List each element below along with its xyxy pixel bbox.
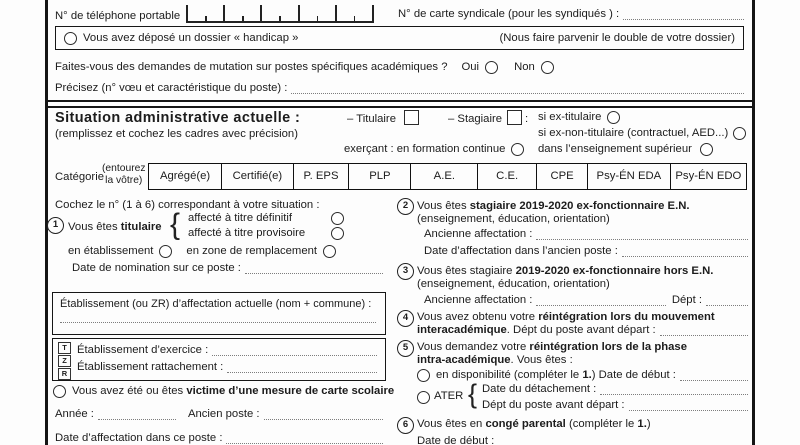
handicap-note: (Nous faire parvenir le double de votre dossier): [499, 31, 735, 44]
ex-titulaire-label: si ex-titulaire: [538, 111, 602, 123]
item2-sub: (enseignement, éducation, orientation): [417, 213, 610, 225]
category-table: [148, 163, 747, 190]
item6-date-label: Date de début :: [417, 435, 495, 445]
tzr-rattachement-row: [77, 361, 379, 374]
tzr-exercice-label: Établissement d’exercice :: [77, 344, 209, 356]
item1-option2-row: [188, 227, 344, 240]
category-cell-psyen-edo[interactable]: Psy-ÉN EDO: [675, 170, 742, 182]
stagiaire-colon: :: [525, 113, 529, 125]
phone-digit-cell[interactable]: [280, 5, 300, 21]
no-radio[interactable]: [541, 61, 554, 74]
item5-dispo-radio[interactable]: [417, 369, 430, 382]
specific-posts-question: Faites-vous des demandes de mutation sur postes spécifiques académiques ?: [55, 61, 448, 73]
item1-etablissement-label: en établissement: [68, 245, 154, 257]
ancien-poste-label: Ancien poste :: [187, 408, 260, 420]
category-cell-agrege[interactable]: Agrégé(e): [149, 164, 222, 189]
annee-label: Année :: [55, 408, 94, 420]
handicap-radio[interactable]: [64, 32, 77, 45]
item5-dispo-date-input[interactable]: [680, 370, 748, 381]
item1-date-input[interactable]: [245, 263, 383, 274]
phone-digit-cell[interactable]: [225, 5, 243, 21]
item3-number[interactable]: 3: [397, 263, 414, 280]
etablissement-box: [52, 292, 386, 335]
category-hint: [102, 163, 146, 186]
annee-row: [55, 408, 385, 421]
situation-instruction: Cochez le n° (1 à 6) correspondant à votre situation :: [55, 199, 320, 211]
item5-dispo-row: [417, 369, 750, 382]
item2-date-input[interactable]: [622, 246, 748, 257]
specific-posts-row: [55, 61, 554, 74]
item1-date-label: Date de nomination sur ce poste :: [72, 262, 241, 274]
yes-label: Oui: [461, 61, 480, 73]
carte-scolaire-row: [53, 385, 394, 398]
precise-input[interactable]: [291, 83, 744, 94]
item5-dispo-label: en disponibilité (compléter le 1.) Date de début :: [436, 369, 676, 381]
handicap-box: [55, 26, 744, 50]
formation-continue-row: [344, 143, 524, 156]
category-hint-line1: (entourez: [102, 163, 146, 174]
item1-option2-radio[interactable]: [331, 227, 344, 240]
item5-ater-detachement-label: Date du détachement :: [482, 383, 597, 395]
titulaire-checkbox[interactable]: [404, 110, 419, 125]
category-cell-plp[interactable]: PLP: [349, 164, 411, 189]
item5-ater-detachement-input[interactable]: [600, 384, 748, 395]
phone-digit-cell[interactable]: [243, 5, 263, 21]
date-affectation-input[interactable]: [226, 433, 383, 444]
phone-digit-cell[interactable]: [188, 5, 206, 21]
annee-input[interactable]: [98, 409, 176, 420]
item4-label-line1: Vous avez obtenu votre réintégration lors du mouvement: [417, 311, 715, 323]
category-cell-cpe[interactable]: CPE: [537, 164, 588, 189]
category-cell-ae[interactable]: A.E.: [411, 164, 478, 189]
no-label: Non: [514, 61, 535, 73]
item2-label: Vous êtes stagiaire 2019-2020 ex-fonctionnaire E.N.: [417, 200, 690, 212]
item1-brace: {: [170, 208, 181, 241]
ancien-poste-input[interactable]: [264, 409, 383, 420]
item6-number[interactable]: 6: [397, 417, 414, 434]
item6-label: Vous êtes en congé parental (compléter le 1.): [417, 418, 651, 430]
item1-label: Vous êtes titulaire: [68, 221, 162, 233]
item2-affectation-input[interactable]: [536, 229, 748, 240]
item6-date-row: [417, 435, 577, 445]
enseignement-superieur-row: [538, 143, 713, 156]
item2-date-row: [424, 245, 750, 258]
item1-date-row: [72, 262, 385, 275]
item3-affectation-input[interactable]: [536, 295, 665, 306]
item4-dept-input[interactable]: [660, 325, 748, 336]
item1-option1-row: [188, 212, 344, 225]
stagiaire-checkbox[interactable]: [507, 110, 522, 125]
phone-digit-cell[interactable]: [262, 5, 280, 21]
carte-scolaire-label: Vous avez été ou êtes victime d’une mesure de carte scolaire: [72, 385, 395, 397]
item1-location-row: [68, 245, 336, 258]
item5-ater-dept-input[interactable]: [629, 400, 748, 411]
ex-non-titulaire-radio[interactable]: [733, 127, 746, 140]
precise-row: [55, 82, 746, 95]
item4-number[interactable]: 4: [397, 310, 414, 327]
phone-digit-cell[interactable]: [206, 5, 226, 21]
phone-digit-cell[interactable]: [300, 5, 318, 21]
titulaire-label: – Titulaire: [347, 113, 396, 125]
tzr-box: [52, 338, 386, 381]
item1-option1-label: affecté à titre définitif: [188, 212, 293, 224]
tzr-rattachement-input[interactable]: [227, 362, 377, 373]
category-label: Catégorie: [55, 171, 104, 183]
section-divider-bottom: [45, 106, 755, 108]
enseignement-superieur-radio[interactable]: [700, 143, 713, 156]
item5-number[interactable]: 5: [397, 340, 414, 357]
ex-non-titulaire-row: [538, 127, 746, 140]
tzr-letter-r: R: [58, 368, 71, 380]
phone-digit-cell[interactable]: [337, 5, 355, 21]
tzr-letter-z: Z: [58, 355, 71, 367]
etablissement-input[interactable]: [60, 312, 376, 323]
yes-radio[interactable]: [485, 61, 498, 74]
category-cell-peps[interactable]: P. EPS: [294, 164, 350, 189]
item4-label-line2: interacadémique . Dépt du poste avant départ :: [417, 324, 750, 337]
item1-number[interactable]: 1: [47, 217, 64, 234]
section-divider-top: [45, 100, 755, 102]
union-card-row: [398, 8, 746, 21]
item3-dept-label: Dépt :: [671, 294, 702, 306]
item1-option2-label: affecté à titre provisoire: [188, 227, 306, 239]
item5-ater-label: ATER: [434, 390, 464, 402]
category-cell-certifie[interactable]: Certifié(e): [222, 164, 294, 189]
tzr-exercice-row: [77, 344, 379, 357]
item5-ater-dept-label: Dépt du poste avant départ :: [482, 399, 625, 411]
phone-digit-cell[interactable]: [317, 5, 337, 21]
item3-affectation-label: Ancienne affectation :: [424, 294, 533, 306]
stagiaire-label: – Stagiaire: [448, 113, 503, 125]
item6-date-input[interactable]: [498, 436, 560, 445]
item1-zone-label: en zone de remplacement: [186, 245, 318, 257]
item5-ater-radio[interactable]: [417, 391, 430, 404]
item1-zone-radio[interactable]: [323, 245, 336, 258]
category-hint-line2: la vôtre): [105, 174, 143, 186]
category-cell-ce[interactable]: C.E.: [478, 164, 537, 189]
formation-continue-radio[interactable]: [511, 143, 524, 156]
date-affectation-label: Date d’affectation dans ce poste :: [55, 432, 223, 444]
tzr-rattachement-label: Établissement rattachement :: [77, 361, 224, 373]
item1-etablissement-radio[interactable]: [159, 245, 172, 258]
union-card-label: N° de carte syndicale (pour les syndiqués ) :: [398, 8, 620, 20]
item2-affectation-label: Ancienne affectation :: [424, 228, 533, 240]
item3-sub: (enseignement, éducation, orientation): [417, 278, 610, 290]
tzr-letter-t: T: [58, 342, 71, 354]
item5-label-line1: Vous demandez votre réintégration lors de la phase: [417, 341, 687, 353]
etablissement-label: Établissement (ou ZR) d’affectation actuelle (nom + commune) :: [60, 298, 372, 310]
section-subtitle: (remplissez et cochez les cadres avec précision): [55, 128, 298, 140]
item1-option1-radio[interactable]: [331, 212, 344, 225]
item5-ater-line2: [482, 399, 750, 412]
ex-titulaire-radio[interactable]: [607, 111, 620, 124]
union-card-input[interactable]: [623, 9, 744, 20]
ex-titulaire-row: [538, 111, 620, 124]
date-affectation-row: [55, 432, 385, 445]
item3-label: Vous êtes stagiaire 2019-2020 ex-fonctionnaire hors E.N.: [417, 265, 714, 277]
ex-non-titulaire-label: si ex-non-titulaire (contractuel, AED...): [538, 127, 729, 139]
item2-number[interactable]: 2: [397, 198, 414, 215]
formation-continue-label: exerçant : en formation continue: [344, 143, 506, 155]
item2-date-label: Date d’affectation dans l’ancien poste :: [424, 245, 618, 257]
tzr-exercice-input[interactable]: [212, 345, 377, 356]
item5-label-line2: intra-académique. Vous êtes :: [417, 354, 573, 366]
item2-affectation-row: [424, 228, 750, 241]
precise-label: Précisez (n° vœu et caractéristique du poste) :: [55, 82, 288, 94]
item5-ater-brace: {: [468, 379, 478, 409]
handicap-label: Vous avez déposé un dossier « handicap »: [83, 31, 299, 44]
item3-dept-input[interactable]: [706, 295, 748, 306]
section-title: Situation administrative actuelle :: [55, 110, 301, 126]
phone-number-input[interactable]: [186, 5, 374, 23]
enseignement-superieur-label: dans l’enseignement supérieur: [538, 143, 692, 155]
phone-digit-cell[interactable]: [354, 5, 372, 21]
item3-affectation-row: [424, 294, 750, 307]
carte-scolaire-radio[interactable]: [53, 385, 66, 398]
tzr-letters: [58, 342, 71, 381]
phone-label: N° de téléphone portable: [55, 10, 181, 22]
page-right-border: [752, 0, 755, 445]
item5-ater-line1: [482, 383, 750, 396]
category-cell-psyen-eda[interactable]: Psy-ÉN EDA: [588, 164, 671, 189]
